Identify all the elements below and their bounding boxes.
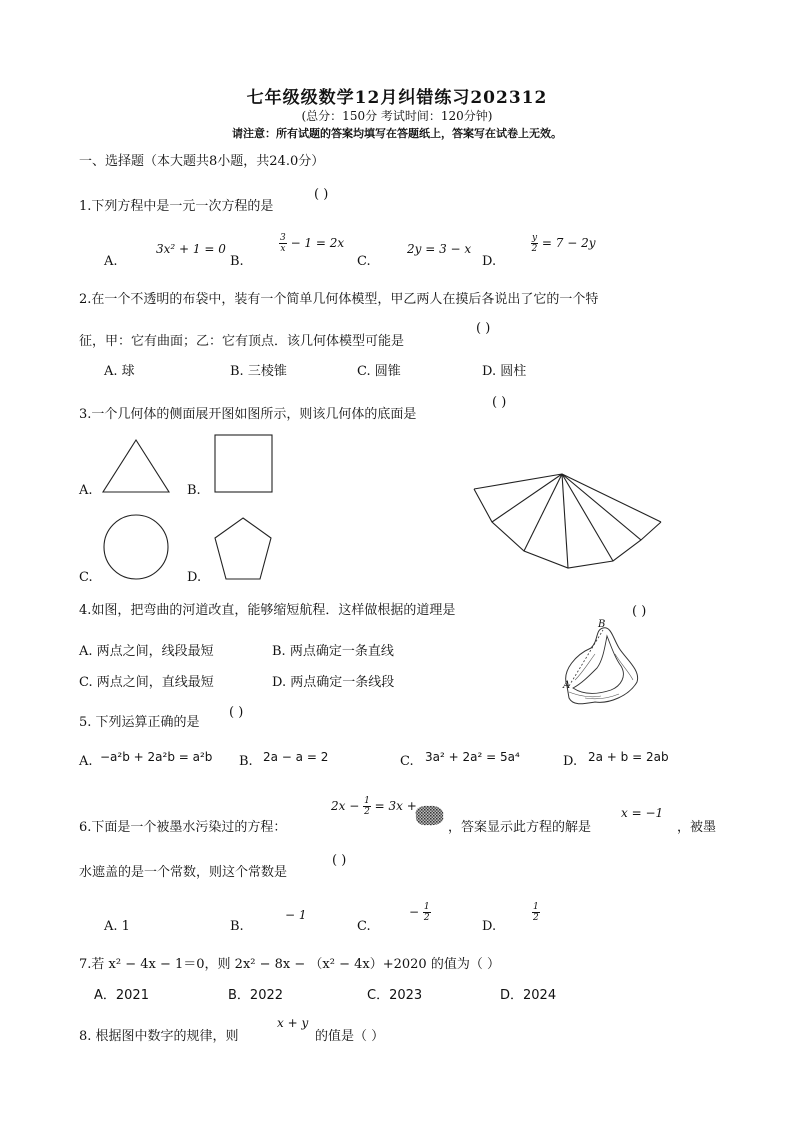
q5-label-b: B.	[239, 754, 253, 769]
q1-b-numerator: 3	[280, 233, 286, 243]
q3-answer-paren: ( )	[492, 395, 507, 410]
circle-shape	[104, 515, 168, 579]
q5-answer-paren: ( )	[229, 705, 244, 720]
q6-equation	[331, 796, 417, 817]
net-edge	[474, 474, 562, 489]
q1-label-b: B.	[230, 254, 244, 269]
q7-option-b: B．2022	[228, 988, 284, 1003]
q6-solution: x = −1	[621, 806, 664, 820]
q8-stem-part2: 的值是（ ）	[315, 1029, 385, 1044]
q1-label-d: D.	[482, 254, 497, 269]
q6-stem-line2: 水遮盖的是一个常数，则这个常数是	[79, 865, 288, 880]
q5-label-c: C.	[400, 754, 414, 769]
straight-channel-line	[569, 630, 603, 686]
triangle-shape	[103, 440, 169, 492]
q1-option-c: 2y = 3 − x	[407, 242, 472, 256]
q1-label-a: A.	[104, 254, 118, 269]
q4-point-b-label: B	[598, 619, 606, 630]
q3-lateral-net-diagram	[470, 470, 670, 575]
q3-base-shapes	[95, 430, 295, 590]
ink-blot	[416, 806, 444, 825]
q3-label-d: D.	[187, 570, 202, 585]
q4-point-a-label: A	[563, 680, 571, 691]
q6-label-c: C.	[357, 919, 371, 934]
q1-option-b	[279, 233, 344, 254]
river-inner-bank	[573, 636, 623, 694]
q8-stem-part1: 8. 根据图中数字的规律，则	[79, 1029, 239, 1044]
net-edge	[524, 474, 562, 551]
q3-stem: 3.一个几何体的侧面展开图如图所示，则该几何体的底面是	[79, 407, 417, 422]
section-heading: 一、选择题（本大题共8小题，共24.0分）	[79, 154, 325, 169]
q6-stem-part3: ，被墨	[677, 820, 717, 835]
q1-d-numerator: y	[532, 233, 538, 243]
q2-option-b: B. 三棱锥	[230, 364, 287, 379]
q6-eq-right: = 3x +	[374, 799, 417, 813]
q6-c-denominator: 2	[423, 913, 430, 923]
q6-label-d: D.	[482, 919, 497, 934]
q4-option-d: D. 两点确定一条线段	[272, 675, 395, 690]
q5-option-b: 2a − a = 2	[263, 750, 329, 764]
q6-d-numerator: 1	[533, 902, 539, 912]
q2-option-a: A. 球	[104, 364, 135, 379]
q5-option-a: −a²b + 2a²b = a²b	[100, 750, 213, 764]
q1-label-c: C.	[357, 254, 371, 269]
q6-answer-paren: ( )	[332, 853, 347, 868]
q4-option-c: C. 两点之间，直线最短	[79, 675, 214, 690]
q6-eq-numerator: 1	[364, 796, 370, 806]
q6-option-c	[409, 902, 431, 923]
pentagon-shape	[215, 518, 271, 579]
q3-label-c: C.	[79, 570, 93, 585]
q5-stem: 5. 下列运算正确的是	[79, 715, 200, 730]
q8-expression: x + y	[277, 1016, 309, 1030]
q6-c-sign: −	[409, 905, 420, 919]
q7-option-a: A．2021	[94, 988, 149, 1003]
q2-option-d: D. 圆柱	[482, 364, 527, 379]
exam-info: (总分：150分 考试时间：120分钟)	[301, 109, 493, 123]
q1-b-denominator: x	[280, 244, 286, 254]
q1-b-rest: − 1 = 2x	[290, 236, 345, 250]
square-shape	[215, 435, 272, 492]
q6-label-b: B.	[230, 919, 244, 934]
q6-stem-part1: 6.下面是一个被墨水污染过的方程：	[79, 820, 287, 835]
q3-label-b: B.	[187, 483, 201, 498]
q6-eq-left: 2x −	[331, 799, 360, 813]
net-edge	[492, 474, 562, 522]
q3-label-a: A.	[79, 483, 93, 498]
q2-option-c: C. 圆锥	[357, 364, 401, 379]
q2-stem-line2: 征，甲：它有曲面；乙：它有顶点．该几何体模型可能是	[79, 334, 405, 349]
q4-river-diagram	[555, 618, 655, 720]
net-edge	[562, 474, 568, 568]
q5-label-d: D.	[563, 754, 578, 769]
q6-option-a: A. 1	[104, 919, 130, 934]
q2-stem-line1: 2.在一个不透明的布袋中，装有一个简单几何体模型，甲乙两人在摸后各说出了它的一个特	[79, 292, 599, 307]
q5-label-a: A.	[79, 754, 93, 769]
q4-option-a: A. 两点之间，线段最短	[79, 644, 214, 659]
q4-stem: 4.如图，把弯曲的河道改直，能够缩短航程．这样做根据的道理是	[79, 603, 456, 618]
page-title: 七年级级数学12月纠错练习202312	[246, 88, 548, 108]
q4-option-b: B. 两点确定一条直线	[272, 644, 394, 659]
q6-d-denominator: 2	[533, 913, 539, 923]
exam-notice: 请注意：所有试题的答案均填写在答题纸上，答案写在试卷上无效。	[232, 127, 562, 140]
q5-option-d: 2a + b = 2ab	[588, 750, 669, 764]
ink-blot-image	[412, 803, 446, 827]
q4-answer-paren: ( )	[632, 604, 647, 619]
q2-answer-paren: ( )	[476, 321, 491, 336]
q1-stem: 1.下列方程中是一元一次方程的是	[79, 199, 274, 214]
q1-option-a: 3x² + 1 = 0	[156, 242, 226, 256]
q1-answer-paren: ( )	[314, 187, 329, 202]
q7-option-c: C．2023	[367, 988, 423, 1003]
q7-option-d: D．2024	[500, 988, 557, 1003]
q1-d-denominator: 2	[531, 244, 538, 254]
q6-eq-denominator: 2	[364, 807, 370, 817]
q7-stem: 7.若 x² − 4x − 1＝0，则 2x² − 8x − （x² − 4x）+2020 的值为（ ）	[79, 957, 500, 972]
q1-d-rest: = 7 − 2y	[541, 236, 596, 250]
q5-option-c: 3a² + 2a² = 5a⁴	[425, 750, 520, 764]
q6-option-d	[532, 902, 540, 923]
q6-stem-part2: ，答案显示此方程的解是	[448, 820, 592, 835]
q6-option-b: − 1	[285, 908, 307, 922]
q6-c-numerator: 1	[423, 902, 430, 912]
q1-option-d	[531, 233, 596, 254]
net-edge	[562, 474, 613, 561]
